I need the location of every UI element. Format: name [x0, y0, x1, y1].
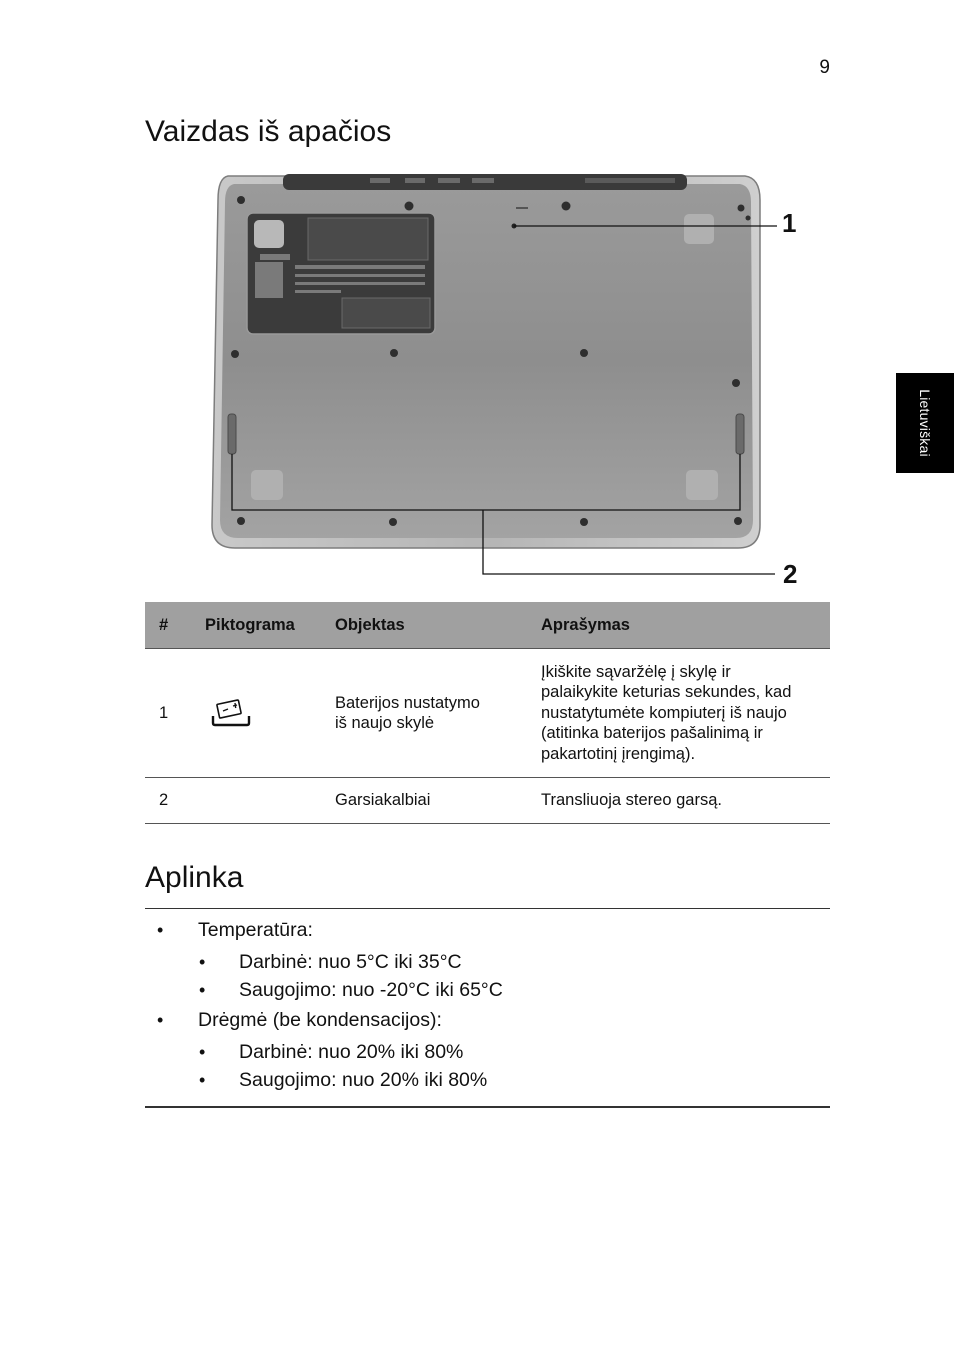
- object-line: Baterijos nustatymo: [335, 693, 480, 712]
- list-sub-item: [145, 1066, 830, 1094]
- description-line: Įkiškite sąvaržėlę į skylę ir: [541, 662, 731, 681]
- bullet: •: [199, 1042, 206, 1062]
- description-cell: [535, 778, 830, 824]
- list-item: [145, 1006, 830, 1034]
- language-tab: [896, 373, 954, 473]
- icon-cell: [199, 778, 329, 824]
- environment-list: [145, 916, 830, 1094]
- header-object: Objektas: [329, 602, 535, 649]
- bullet: •: [199, 952, 206, 972]
- row-number: 1: [145, 649, 199, 778]
- laptop-bottom-svg: [200, 170, 820, 590]
- icon-cell: [199, 649, 329, 778]
- object-line: Garsiakalbiai: [335, 791, 431, 810]
- section-title-bottom-view: Vaizdas iš apačios: [145, 115, 392, 148]
- header-description: Aprašymas: [535, 602, 830, 649]
- language-tab-label: Lietuviškai: [917, 389, 933, 457]
- bullet: •: [199, 1070, 206, 1090]
- list-item: [145, 916, 830, 944]
- list-sub-item: [145, 976, 830, 1004]
- table-row: [145, 649, 830, 778]
- bullet: •: [157, 1010, 164, 1030]
- list-sub-item-text: Darbinė: nuo 20% iki 80%: [239, 1041, 464, 1063]
- description-line: nustatytumėte kompiuterį iš naujo: [541, 703, 787, 722]
- object-cell: [329, 649, 535, 778]
- description-line: pakartotinį įrengimą).: [541, 744, 696, 763]
- header-number: #: [145, 602, 199, 649]
- laptop-bottom-illustration: [200, 170, 820, 590]
- list-sub-item-text: Saugojimo: nuo 20% iki 80%: [239, 1069, 488, 1091]
- table-row: [145, 778, 830, 824]
- header-icon: Piktograma: [199, 602, 329, 649]
- page-number: 9: [819, 57, 830, 78]
- object-line: iš naujo skylė: [335, 714, 435, 732]
- row-number: 2: [145, 778, 199, 824]
- section-title-environment: Aplinka: [145, 861, 244, 894]
- list-sub-item-text: Darbinė: nuo 5°C iki 35°C: [239, 951, 462, 973]
- battery-reset-icon: [209, 698, 253, 728]
- table-header-row: [145, 602, 830, 649]
- list-sub-item: [145, 1038, 830, 1066]
- callout-1: 1: [782, 208, 797, 238]
- bullet: •: [199, 980, 206, 1000]
- top-rule: [145, 908, 830, 909]
- bottom-rule: [145, 1106, 830, 1108]
- description-cell: [535, 649, 830, 778]
- bullet: •: [157, 920, 164, 940]
- list-item-label: Temperatūra:: [198, 919, 313, 941]
- list-sub-item-text: Saugojimo: nuo -20°C iki 65°C: [239, 979, 503, 1001]
- components-table: [145, 602, 830, 824]
- object-cell: [329, 778, 535, 824]
- description-line: Transliuoja stereo garsą.: [541, 791, 722, 810]
- description-line: palaikykite keturias sekundes, kad: [541, 683, 792, 702]
- list-sub-item: [145, 948, 830, 976]
- description-line: (atitinka baterijos pašalinimą ir: [541, 724, 763, 743]
- list-item-label: Drėgmė (be kondensacijos):: [198, 1009, 442, 1031]
- callout-2: 2: [783, 559, 798, 589]
